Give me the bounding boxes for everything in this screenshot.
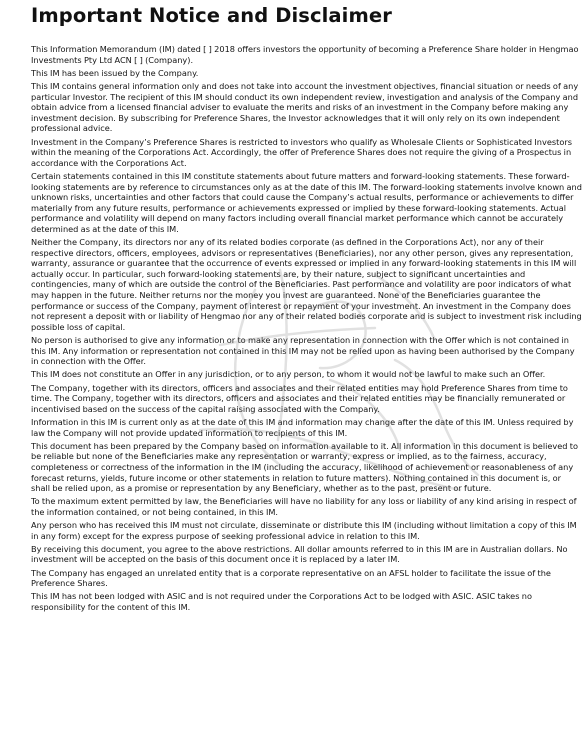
paragraph-company-holdings: The Company, together with its directors, officers and associates and their related entities may hold Preference Shares from time to time. The Company, together with its directors, officers and associates and their related entities may be financially remunerated or incentivised based on the success of the capital raising associated with the Company. [31, 382, 568, 414]
paragraph-distribution: Any person who has received this IM must not circulate, disseminate or distribute this IM (including without limitation a copy of this IM in any form) except for the express purpose of seeking professional advice in relation to this IM. [31, 520, 577, 541]
paragraph-no-authorisation: No person is authorised to give any information or to make any representation in connection with the Offer which is not contained in this IM. Any information or representation not contained in this IM may not be relied upon as having been authorised by the Company in connection with the Offer. [31, 335, 575, 367]
paragraph-im-offer: This Information Memorandum (IM) dated [ ] 2018 offers investors the opportunity of becoming a Preference Share holder in Hengmao Investments Pty Ltd ACN [ ] (Company). [31, 44, 579, 65]
paragraph-asic: This IM has not been lodged with ASIC and is not required under the Corporations Act to be lodged with ASIC. ASIC takes no responsibility for the content of this IM. [31, 591, 532, 612]
paragraph-issued-by: This IM has been issued by the Company. [31, 67, 199, 78]
paragraph-general-information: This IM contains general information only and does not take into account the investment objectives, financial situation or needs of any particular Investor. The recipient of this IM should conduct its own independent review, investigation and analysis of the Company and obtain advice from a licensed financial adviser to evaluate the merits and risks of an investment in the Company before making any investment decision. By subscribing for Preference Shares, the Investor acknowledges that it will only rely on its own independent professional advice. [31, 80, 579, 134]
paragraph-restrictions: By receiving this document, you agree to the above restrictions. All dollar amounts referred to in this IM are in Australian dollars. No investment will be accepted on the basis of this document once it is replaced by a later IM. [31, 543, 568, 565]
paragraph-not-an-offer: This IM does not constitute an Offer in any jurisdiction, or to any person, to whom it would not be lawful to make such an Offer. [31, 369, 546, 380]
paragraph-afsl: The Company has engaged an unrelated entity that is a corporate representative on an AFSL holder to facilitate the issue of the Preference Shares. [31, 567, 551, 589]
paragraph-restricted-investment: Investment in the Company’s Preference Shares is restricted to investors who qualify as Wholesale Clients or Sophisticated Investors within the meaning of the Corporations Act. Accordingly, the offer of Preference Shares does not require the giving of a Prospectus in accordance with the Corporations Act. [31, 136, 572, 168]
paragraph-forward-looking: Certain statements contained in this IM constitute statements about future matters and forward-looking statements. These forward-looking statements are by reference to circumstances only as at the date of this IM. The forward-looking statements involve known and unknown risks, uncertainties and other factors that could cause the Company’s actual results, performance or achievements to differ materially from any future results, performance or achievements expressed or implied by these forward-looking statements. Actual performance and volatility will depend on many factors including overall financial market performance which cannot be accurately determined as at the date of this IM. [31, 170, 582, 234]
paragraph-reliability: This document has been prepared by the Company based on information available to it. All information in this document is believed to be reliable but none of the Beneficiaries make any representation or warranty, express or implied, as to the fairness, accuracy, completeness or correctness of the information in the IM (including the accuracy, likelihood of achievement or reasonableness of any forecast returns, yields, future income or other statements in relation to future matters). Nothing contained in this document is, or shall be relied upon, as a promise or representation by any Beneficiary, whether as to the past, present or future. [31, 440, 579, 494]
page-title: Important Notice and Disclaimer [31, 4, 392, 27]
paragraph-liability: To the maximum extent permitted by law, the Beneficiaries will have no liability for any loss or liability of any kind arising in respect of the information contained, or not being contained, in this IM. [31, 496, 577, 517]
disclaimer-body [31, 44, 582, 615]
paragraph-current-information: Information in this IM is current only as at the date of this IM and information may change after the date of this IM. Unless required by law the Company will not provide updated information to recipients of this IM. [31, 416, 574, 438]
paragraph-no-guarantee: Neither the Company, its directors nor any of its related bodies corporate (as defined in the Corporations Act), nor any of their respective directors, officers, employees, advisors or representatives (Beneficiaries), nor any other person, gives any representation, warranty, assurance or guarantee that the occurrence of events expressed or implied in any forward-looking statements in this IM will actually occur. In particular, such forward-looking statements are, by their nature, subject to significant uncertainties and contingencies, many of which are outside the control of the Beneficiaries. Past performance and volatility are poor indicators of what may happen in the future. Neither returns nor the money you invest are guaranteed. None of the Beneficiaries guarantee the performance or success of the Company, payment of interest or repayment of your investment. An investment in the Company does not represent a deposit with or liability of Hengmao nor any of their related bodies corporate and is subject to investment risk including possible loss of capital. [31, 237, 582, 332]
